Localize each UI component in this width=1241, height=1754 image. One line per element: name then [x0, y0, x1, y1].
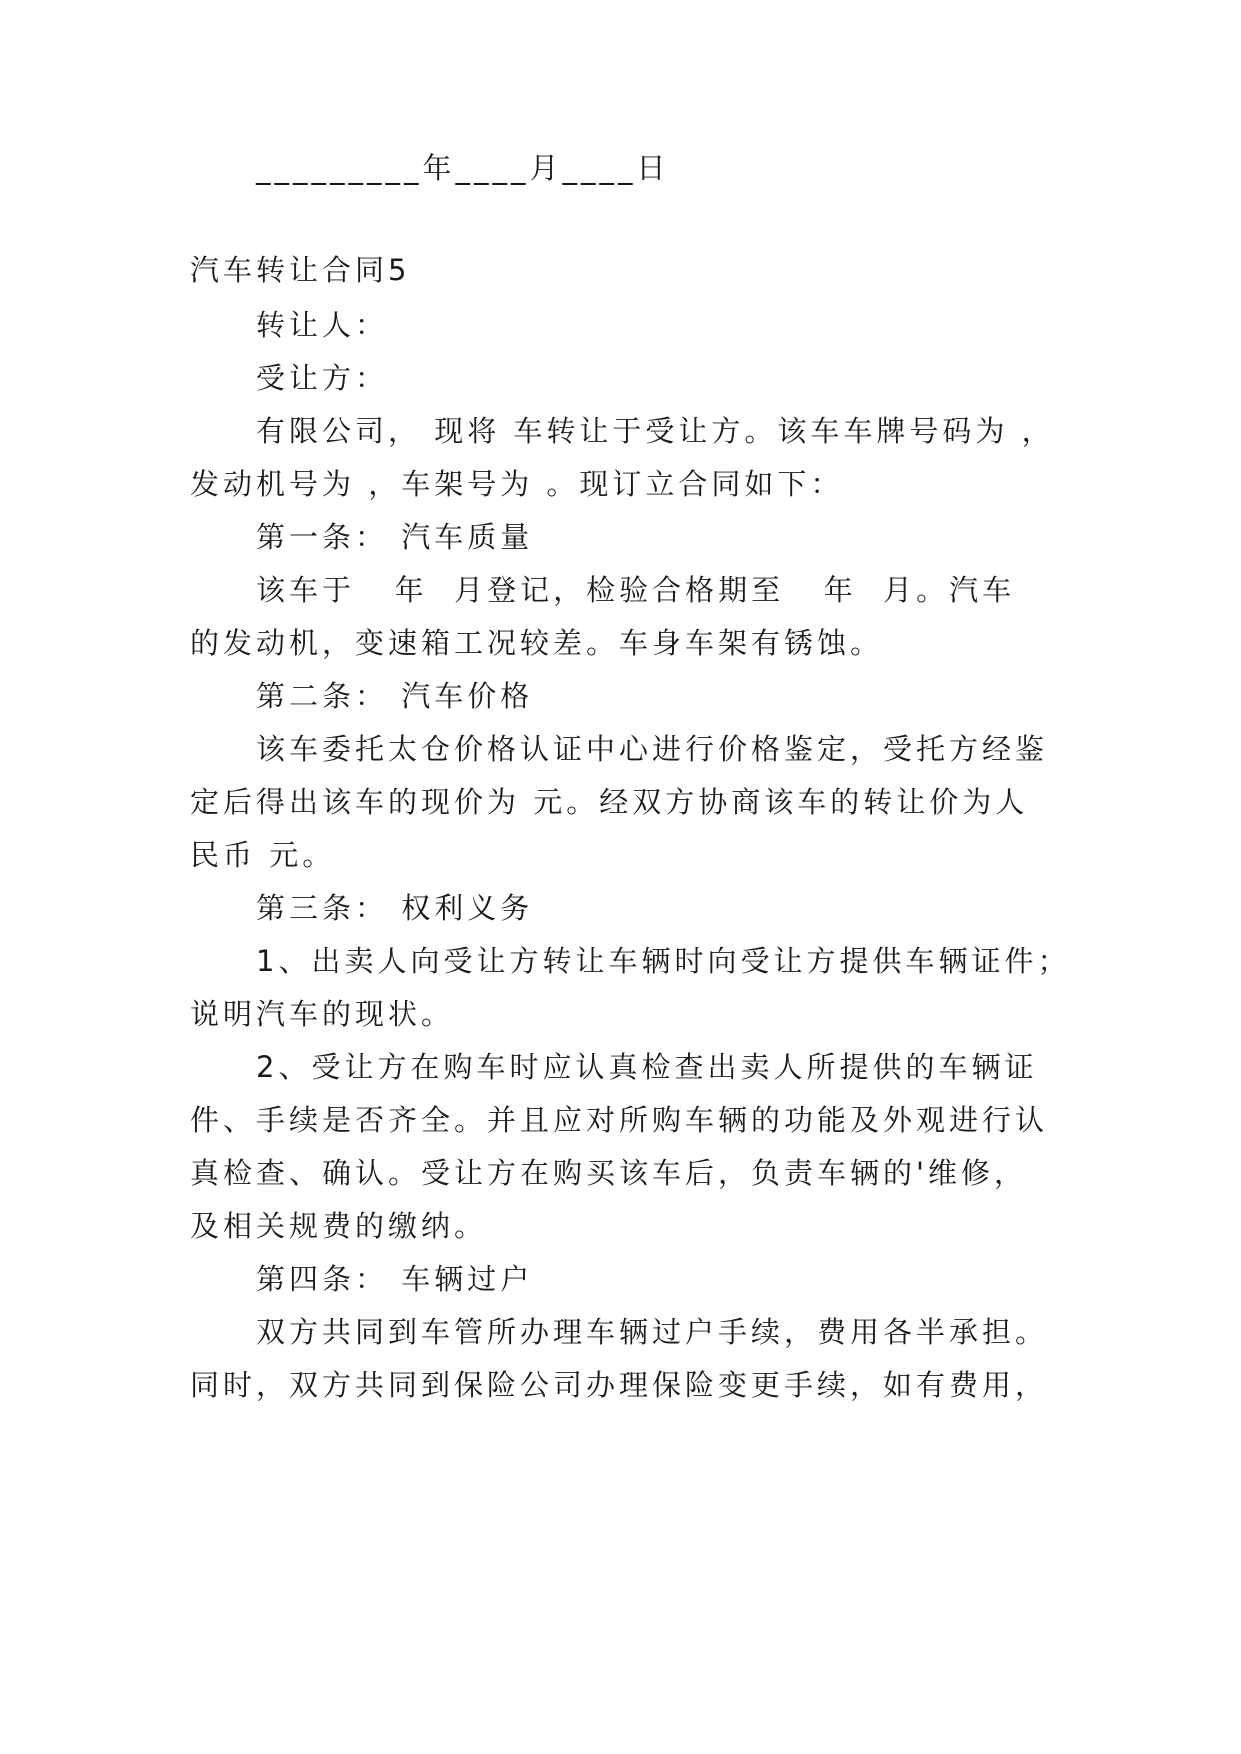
paragraph-line: 发动机号为 ，车架号为 。现订立合同如下：	[190, 467, 844, 501]
article-heading: 第三条： 权利义务	[256, 891, 534, 925]
article-heading: 第四条： 车辆过户	[256, 1262, 534, 1296]
paragraph-line: 双方共同到车管所办理车辆过户手续，费用各半承担。	[256, 1315, 1049, 1349]
transferee-line: 受让方：	[256, 361, 389, 395]
paragraph-line: 2、受让方在购车时应认真检查出卖人所提供的车辆证	[256, 1050, 1038, 1084]
article-heading: 第一条： 汽车质量	[256, 520, 534, 554]
paragraph-line: 定后得出该车的现价为 元。经双方协商该车的转让价为人	[190, 785, 1029, 819]
paragraph-line: 的发动机，变速箱工况较差。车身车架有锈蚀。	[190, 626, 884, 660]
article-heading: 第二条： 汽车价格	[256, 679, 534, 713]
contract-title: 汽车转让合同5	[190, 253, 411, 287]
paragraph-line: 同时，双方共同到保险公司办理保险变更手续，如有费用，	[190, 1368, 1049, 1402]
paragraph-line: 真检查、确认。受让方在购买该车后，负责车辆的'维修，	[190, 1156, 1027, 1190]
date-line: _________年____月____日	[256, 151, 670, 185]
paragraph-line: 件、手续是否齐全。并且应对所购车辆的功能及外观进行认	[190, 1103, 1049, 1137]
paragraph-line: 该车于 年 月登记，检验合格期至 年 月。汽车	[256, 573, 1016, 607]
paragraph-line: 说明汽车的现状。	[190, 997, 455, 1031]
paragraph-line: 有限公司， 现将 车转让于受让方。该车车牌号码为 ，	[256, 414, 1055, 448]
paragraph-line: 及相关规费的缴纳。	[190, 1209, 488, 1243]
paragraph-line: 1、出卖人向受让方转让车辆时向受让方提供车辆证件；	[256, 944, 1071, 978]
transferor-line: 转让人：	[256, 308, 389, 342]
paragraph-line: 民币 元。	[190, 838, 336, 872]
paragraph-line: 该车委托太仓价格认证中心进行价格鉴定，受托方经鉴	[256, 732, 1049, 766]
